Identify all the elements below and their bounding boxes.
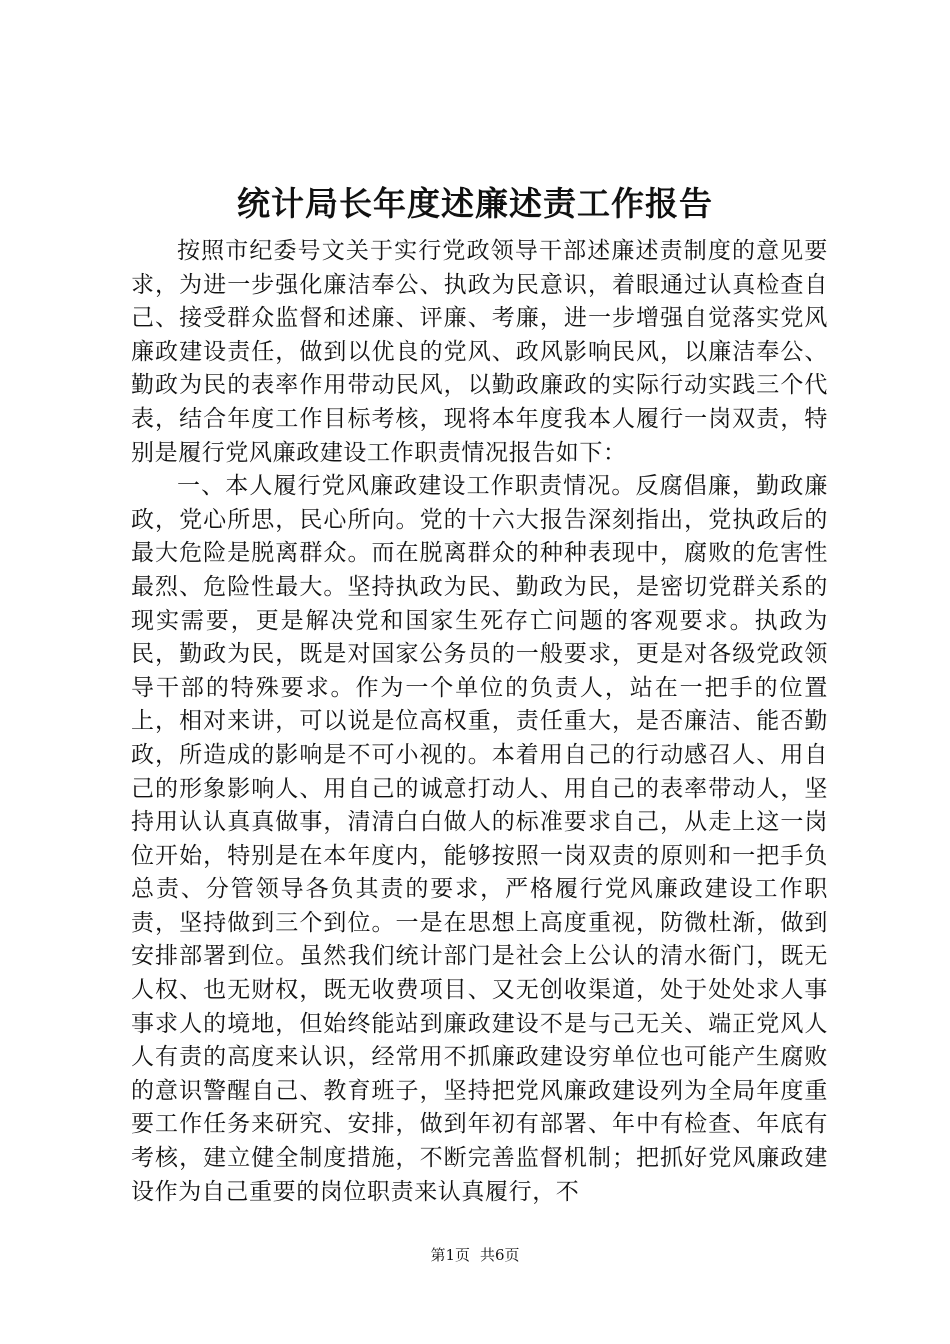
page-number: 第1页	[430, 1246, 470, 1264]
page-total: 共6页	[480, 1246, 520, 1264]
document-title: 统计局长年度述廉述责工作报告	[237, 184, 713, 223]
paragraph-section-one: 一、本人履行党风廉政建设工作职责情况。反腐倡廉，勤政廉政，党心所思，民心所向。党的十六大报告深刻指出，党执政后的最大危险是脱离群众。而在脱离群众的种种表现中，腐败的危害性最烈、危险性最大。坚持执政为民、勤政为民，是密切党群关系的现实需要，更是解决党和国家生死存亡问题的客观要求。执政为民，勤政为民，既是对国家公务员的一般要求，更是对各级党政领导干部的特殊要求。作为一个单位的负责人，站在一把手的位置上，相对来讲，可以说是位高权重，责任重大，是否廉洁、能否勤政，所造成的影响是不可小视的。本着用自己的行动感召人、用自己的形象影响人、用自己的诚意打动人、用自己的表率带动人，坚持用认认真真做事，清清白白做人的标准要求自己，从走上这一岗位开始，特别是在本年度内，能够按照一岗双责的原则和一把手负总责、分管领导各负其责的要求，严格履行党风廉政建设工作职责，坚持做到三个到位。一是在思想上高度重视，防微杜渐，做到安排部署到位。虽然我们统计部门是社会上公认的清水衙门，既无人权、也无财权，既无收费项目、又无创收渠道，处于处处求人事事求人的境地，但始终能站到廉政建设不是与己无关、端正党风人人有责的高度来认识，经常用不抓廉政建设穷单位也可能产生腐败的意识警醒自己、教育班子，坚持把党风廉政建设列为全局年度重要工作任务来研究、安排，做到年初有部署、年中有检查、年底有考核，建立健全制度措施，不断完善监督机制；把抓好党风廉政建设作为自己重要的岗位职责来认真履行，不	[131, 473, 828, 1205]
document-body	[131, 235, 828, 1209]
page-footer	[0, 1245, 950, 1265]
paragraph-intro: 按照市纪委号文关于实行党政领导干部述廉述责制度的意见要求，为进一步强化廉洁奉公、执政为民意识，着眼通过认真检查自己、接受群众监督和述廉、评廉、考廉，进一步增强自觉落实党风廉政建设责任，做到以优良的党风、政风影响民风，以廉洁奉公、勤政为民的表率作用带动民风，以勤政廉政的实际行动实践三个代表，结合年度工作目标考核，现将本年度我本人履行一岗双责，特别是履行党风廉政建设工作职责情况报告如下：	[131, 238, 828, 466]
